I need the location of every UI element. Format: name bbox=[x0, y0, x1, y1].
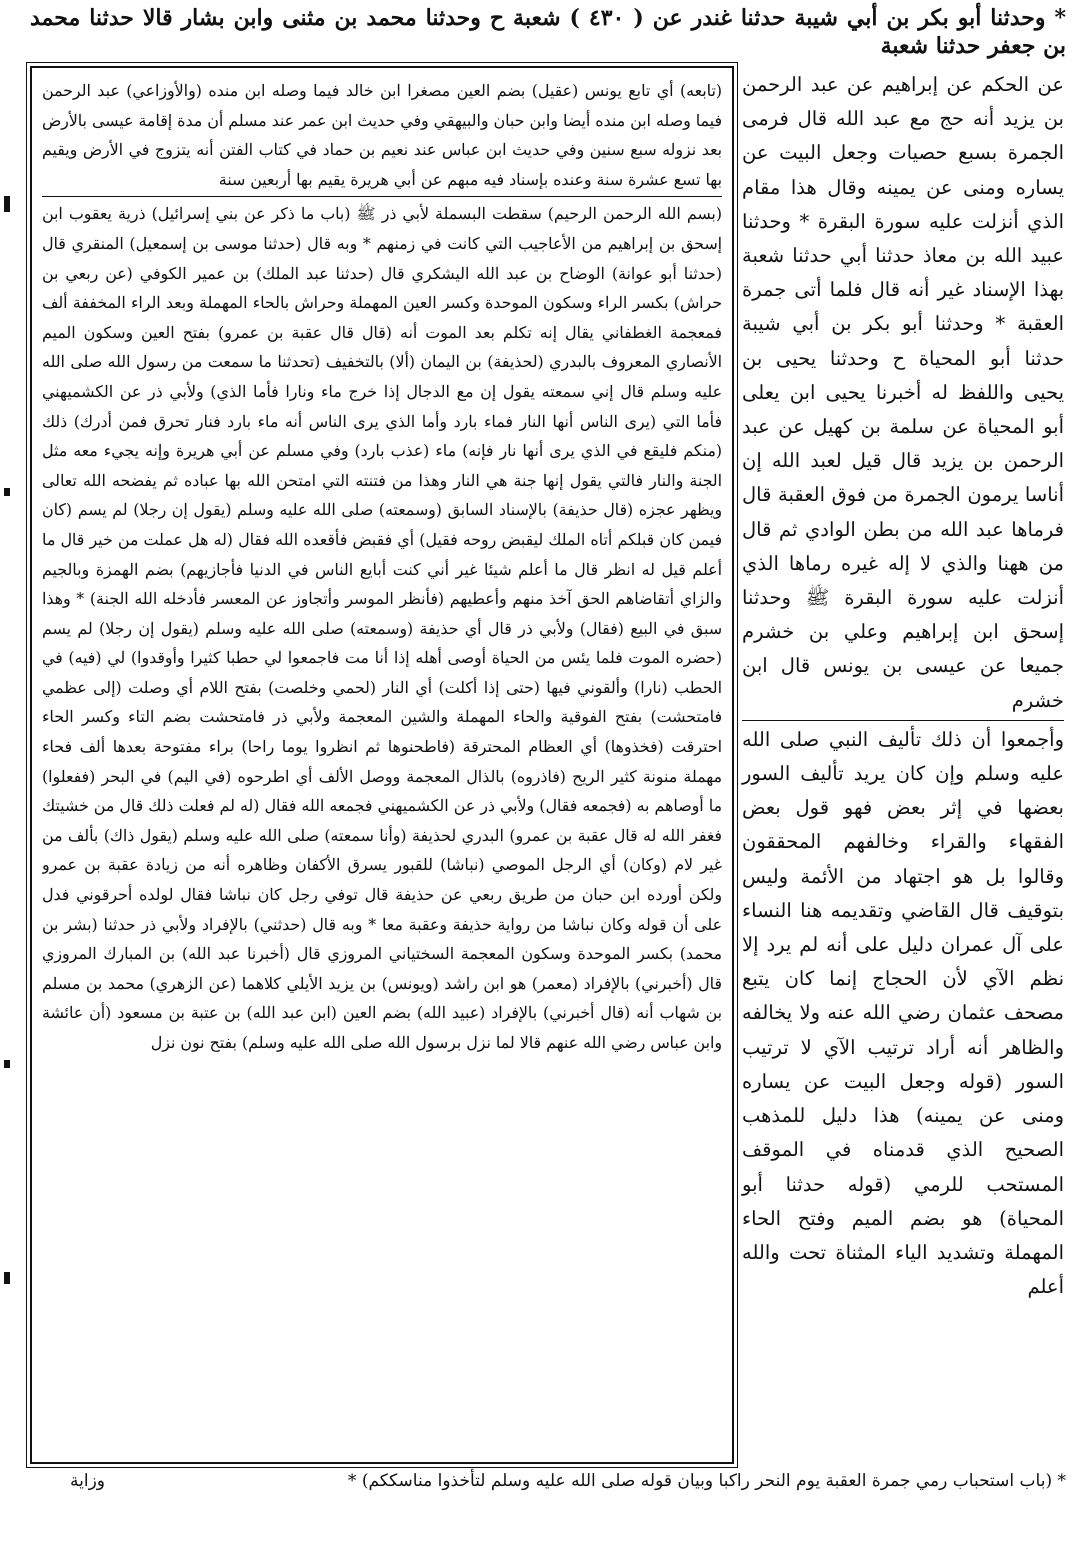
margin-marker bbox=[4, 1272, 10, 1284]
commentary-section-1: (تابعه) أي تابع يونس (عقيل) بضم العين مصغرا ابن خالد فيما وصله ابن منده (والأوزاعي) عبد الرحمن فيما وصله ابن منده أيضا وابن حبان والبيهقي وفي حديث ابن عمر عند مسلم أن مدة إقامة عيسى بالأرض بعد نزوله سبع سنين وفي حديث ابن عباس عند نعيم بن حماد في كتاب الفتن أنه يتزوج في الأرض ويقيم بها تسع عشرة سنة وعنده بإسناد فيه مبهم عن أبي هريرة يقيم بها أربعين سنة bbox=[42, 81, 722, 189]
header-text-before: * وحدثنا أبو بكر بن أبي شيبة حدثنا غندر عن bbox=[652, 5, 1066, 31]
side-commentary-text: وأجمعوا أن ذلك تأليف النبي صلى الله عليه وسلم وإن كان يريد تأليف السور بعضها في إثر بعض فهو قول بعض الفقهاء والقراء وخالفهم المحققون وقالوا بل هو اجتهاد من الأئمة وليس بتوقيف قال القاضي وتقديمه هنا النساء على آل عمران دليل على أنه لم يرد إلا نظم الآي لأن الحجاج إنما كان يتبع مصحف عثمان رضي الله عنه ولا يخالفه والظاهر أنه أراد ترتيب الآي لا ترتيب السور (قوله وجعل البيت عن يساره ومنى عن يمينه) هذا دليل للمذهب الصحيح الذي قدمناه في الموقف المستحب للرمي (قوله حدثنا أبو المحياة) هو بضم الميم وفتح الحاء المهملة وتشديد الياء المثناة تحت والله أعلم bbox=[742, 727, 1064, 1299]
section-divider bbox=[42, 196, 722, 197]
page-header bbox=[30, 4, 1066, 60]
chapter-heading-footer: * (باب استحباب رمي جمرة العقبة يوم النحر راكبا وبيان قوله صلى الله عليه وسلم لتأخذوا مناسككم) * bbox=[347, 1471, 1066, 1491]
hadith-text: عن الحكم عن إبراهيم عن عبد الرحمن بن يزيد أنه حج مع عبد الله قال فرمى الجمرة بسبع حصيات وجعل البيت عن يساره ومنى عن يمينه وقال هذا مقام الذي أنزلت عليه سورة البقرة * وحدثنا عبيد الله بن معاذ حدثنا أبي حدثنا شعبة بهذا الإسناد غير أنه قال فلما أتى جمرة العقبة * وحدثنا أبو بكر بن أبي شيبة حدثنا أبو المحياة ح وحدثنا يحيى بن يحيى واللفظ له أخبرنا يحيى ابن يعلى أبو المحياة عن سلمة بن كهيل عن عبد الرحمن بن يزيد قال قيل لعبد الله إن أناسا يرمون الجمرة من فوق العقبة قال فرماها عبد الله من بطن الوادي ثم قال من ههنا والذي لا إله غيره رماها الذي أنزلت عليه سورة البقرة ﷺ وحدثنا إسحق ابن إبراهيم وعلي بن خشرم جميعا عن عيسى بن يونس قال ابن خشرم bbox=[742, 73, 1064, 712]
margin-marker bbox=[4, 196, 10, 212]
side-divider bbox=[742, 720, 1064, 721]
margin-marker bbox=[4, 1060, 10, 1068]
page-number: ( ٤٣٠ ) bbox=[569, 5, 644, 31]
commentary-section-2: (بسم الله الرحمن الرحيم) سقطت البسملة لأبي ذر ﷺ (باب ما ذكر عن بني إسرائيل) ذرية يعقوب ابن إسحق بن إبراهيم من الأعاجيب التي كانت في زمنهم * وبه قال (حدثنا موسى بن إسمعيل) المنقري قال (حدثنا أبو عوانة) الوضاح بن عبد الله اليشكري قال (حدثنا عبد الملك) بن عمير الكوفي (عن ربعي بن حراش) بكسر الراء وسكون الموحدة وكسر العين المهملة وحراش بالحاء المهملة وبعد الراء المخففة ألف فمعجمة الغطفاني يقال إنه تكلم بعد الموت أنه (قال قال عقبة بن عمرو) بفتح العين وسكون الميم الأنصاري المعروف بالبدري (لحذيفة) بن اليمان (ألا) بالتخفيف (تحدثنا ما سمعت من رسول الله صلى الله عليه وسلم قال إني سمعته يقول إن مع الدجال إذا خرج ماء ونارا فأما الذي) ولأبي ذر عن الكشميهني فأما التي (يرى الناس أنها النار فماء بارد وأما الذي يرى الناس أنه ماء بارد فنار تحرق فمن أدرك) ذلك (منكم فليقع في الذي يرى أنها نار فإنه) ماء (عذب بارد) وفي مسلم عن أبي هريرة وإنه يجيء معه مثل الجنة والنار فالتي يقول إنها جنة هي النار وهذا من فتنته التي امتحن الله بها عباده ثم يفضحه الله تعالى ويظهر عجزه (قال حذيفة) بالإسناد السابق (وسمعته) صلى الله عليه وسلم (يقول إن رجلا) لم يسم (كان فيمن كان قبلكم أتاه الملك ليقبض روحه فقيل) أي فقبض فأقعده الله فقال (له هل عملت من خير قال ما أعلم قيل له انظر قال ما أعلم شيئا غير أني كنت أبايع الناس في الدنيا فأجازيهم) بضم الهمزة وبالجيم والزاي أتقاضاهم الحق آخذ منهم وأعطيهم (فأنظر الموسر وأتجاوز عن المعسر فأدخله الله الجنة) * وهذا سبق في البيع (فقال) ولأبي ذر قال أي حذيفة (وسمعته) صلى الله عليه وسلم (يقول إن رجلا) لم يسم (حضره الموت فلما يئس من الحياة أوصى أهله إذا أنا مت فاجمعوا لي حطبا كثيرا وأوقدوا) لي (فيه) في الحطب (نارا) وألقوني فيها (حتى إذا أكلت) أي النار (لحمي وخلصت) بفتح اللام أي وصلت (إلى عظمي فامتحشت) بفتح الفوقية والحاء المهملة والشين المعجمة ولأبي ذر فامتحشت بضم التاء وكسر الحاء احترقت (فخذوها) أي العظام المحترقة (فاطحنوها ثم انظروا يوما راحا) براء مفتوحة بعدها ألف فحاء مهملة منونة كثير الريح (فاذروه) بالذال المعجمة ووصل الألف أي اطرحوه (في اليم) في البحر (ففعلوا) ما أوصاهم به (فجمعه فقال) ولأبي ذر عن الكشميهني فجمعه الله فقال (له لم فعلت ذلك قال من خشيتك فغفر الله له قال عقبة بن عمرو) البدري لحذيفة (وأنا سمعته) صلى الله عليه وسلم (يقول ذاك) بألف من غير لام (وكان) أي الرجل الموصي (نباشا) للقبور يسرق الأكفان وظاهره أنه من زيادة عقبة بن عمرو ولكن أورده ابن حبان من طريق ربعي عن حذيفة قال توفي رجل كان نباشا فقال لولده أحرقوني فدل على أن قوله وكان نباشا من رواية حذيفة وعقبة معا * وبه قال (حدثني) بالإفراد ولأبي ذر حدثنا (بشر بن محمد) بكسر الموحدة وسكون المعجمة السختياني المروزي قال (أخبرنا عبد الله) بن المبارك المروزي قال (أخبرني) بالإفراد (معمر) هو ابن راشد (ويونس) بن يزيد الأيلي كلاهما (عن الزهري) محمد بن مسلم بن شهاب أنه (قال أخبرني) بالإفراد (عبيد الله) بضم العين (ابن عبد الله) بن عتبة بن مسعود (أن عائشة وابن عباس رضي الله عنهم قالا لما نزل برسول الله صلى الله عليه وسلم) بفتح نون نزل bbox=[42, 204, 722, 1052]
hadith-column bbox=[742, 68, 1064, 1304]
catchword: وزاية bbox=[70, 1471, 105, 1491]
margin-marker bbox=[4, 488, 10, 496]
header-text-after: شعبة ح وحدثنا محمد بن مثنى وابن بشار قالا حدثنا محمد بن جعفر حدثنا شعبة bbox=[30, 5, 1066, 59]
commentary-column bbox=[42, 76, 722, 1452]
